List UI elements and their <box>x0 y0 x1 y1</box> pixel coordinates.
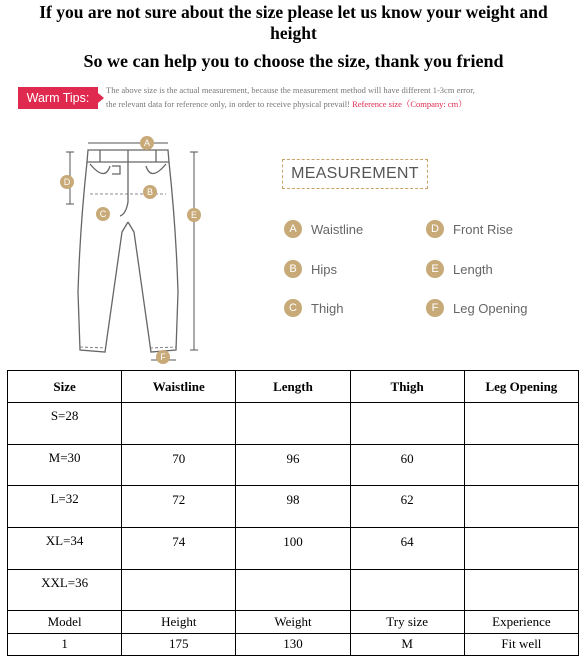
legend-leg-opening <box>426 298 527 318</box>
model-header-row <box>8 611 579 633</box>
pants-measurement-diagram <box>50 132 225 367</box>
leg-opening-cell <box>464 569 578 611</box>
thigh-cell: 60 <box>350 444 464 486</box>
waistline-cell: 74 <box>122 527 236 569</box>
letter-c-icon: C <box>284 299 302 317</box>
model-cell: 1 <box>8 633 122 655</box>
letter-f-icon: F <box>426 299 444 317</box>
warm-tips-line-1: The above size is the actual measurement, because the measurement method will have different 1-3cm error, <box>106 85 475 95</box>
letter-a-icon: A <box>284 220 302 238</box>
header-model: Model <box>8 611 122 633</box>
diagram-label-a: A <box>143 138 151 148</box>
header-leg-opening: Leg Opening <box>464 371 578 403</box>
legend-label: Leg Opening <box>453 300 528 316</box>
warm-tips-text <box>106 83 566 111</box>
size-cell: L=32 <box>8 486 122 528</box>
leg-opening-cell <box>464 527 578 569</box>
header-weight: Weight <box>236 611 350 633</box>
length-cell: 100 <box>236 527 350 569</box>
waistline-cell: 72 <box>122 486 236 528</box>
header-waistline: Waistline <box>122 371 236 403</box>
warm-tips-line-2: the relevant data for reference only, in order to receive physical prevail! <box>106 99 350 109</box>
table-row <box>8 569 579 611</box>
size-cell: S=28 <box>8 403 122 445</box>
thigh-cell: 64 <box>350 527 464 569</box>
letter-e-icon: E <box>426 260 444 278</box>
table-row <box>8 403 579 445</box>
length-cell <box>236 403 350 445</box>
model-row <box>8 633 579 655</box>
diagram-label-f: F <box>160 352 166 362</box>
legend-thigh <box>284 298 344 318</box>
try-size-cell: M <box>350 633 464 655</box>
header-experience: Experience <box>464 611 578 633</box>
reference-size-note: Reference size（Company: cm） <box>352 99 467 109</box>
waistline-cell <box>122 569 236 611</box>
thigh-cell: 62 <box>350 486 464 528</box>
thigh-cell <box>350 403 464 445</box>
header-try-size: Try size <box>350 611 464 633</box>
warm-tips-badge: Warm Tips: <box>18 87 98 109</box>
diagram-label-b: B <box>146 187 154 197</box>
size-cell: XXL=36 <box>8 569 122 611</box>
legend-front-rise <box>426 219 513 239</box>
height-cell: 175 <box>122 633 236 655</box>
letter-b-icon: B <box>284 260 302 278</box>
warm-tips-banner <box>18 82 568 118</box>
diagram-label-e: E <box>190 210 198 220</box>
header-size: Size <box>8 371 122 403</box>
size-chart-table <box>7 370 579 656</box>
length-cell <box>236 569 350 611</box>
header-length: Length <box>236 371 350 403</box>
legend-waistline <box>284 219 363 239</box>
diagram-label-c: C <box>99 209 107 219</box>
heading-line-1: If you are not sure about the size please let us know your weight and height <box>39 2 548 43</box>
size-cell: XL=34 <box>8 527 122 569</box>
table-row <box>8 444 579 486</box>
letter-d-icon: D <box>426 220 444 238</box>
leg-opening-cell <box>464 444 578 486</box>
size-cell: M=30 <box>8 444 122 486</box>
experience-cell: Fit well <box>464 633 578 655</box>
table-row <box>8 527 579 569</box>
legend-length <box>426 259 493 279</box>
length-cell: 96 <box>236 444 350 486</box>
leg-opening-cell <box>464 403 578 445</box>
header-thigh: Thigh <box>350 371 464 403</box>
waistline-cell: 70 <box>122 444 236 486</box>
waistline-cell <box>122 403 236 445</box>
length-cell: 98 <box>236 486 350 528</box>
legend-label: Front Rise <box>453 221 513 237</box>
legend-hips <box>284 259 337 279</box>
measurement-title: MEASUREMENT <box>282 159 428 189</box>
header-height: Height <box>122 611 236 633</box>
table-row <box>8 486 579 528</box>
legend-label: Length <box>453 261 493 277</box>
heading-line-2: So we can help you to choose the size, thank you friend <box>83 51 504 71</box>
size-table-header-row <box>8 371 579 403</box>
leg-opening-cell <box>464 486 578 528</box>
legend-label: Thigh <box>311 300 344 316</box>
weight-cell: 130 <box>236 633 350 655</box>
diagram-label-d: D <box>63 177 71 187</box>
thigh-cell <box>350 569 464 611</box>
legend-label: Waistline <box>311 221 364 237</box>
legend-label: Hips <box>311 261 338 277</box>
